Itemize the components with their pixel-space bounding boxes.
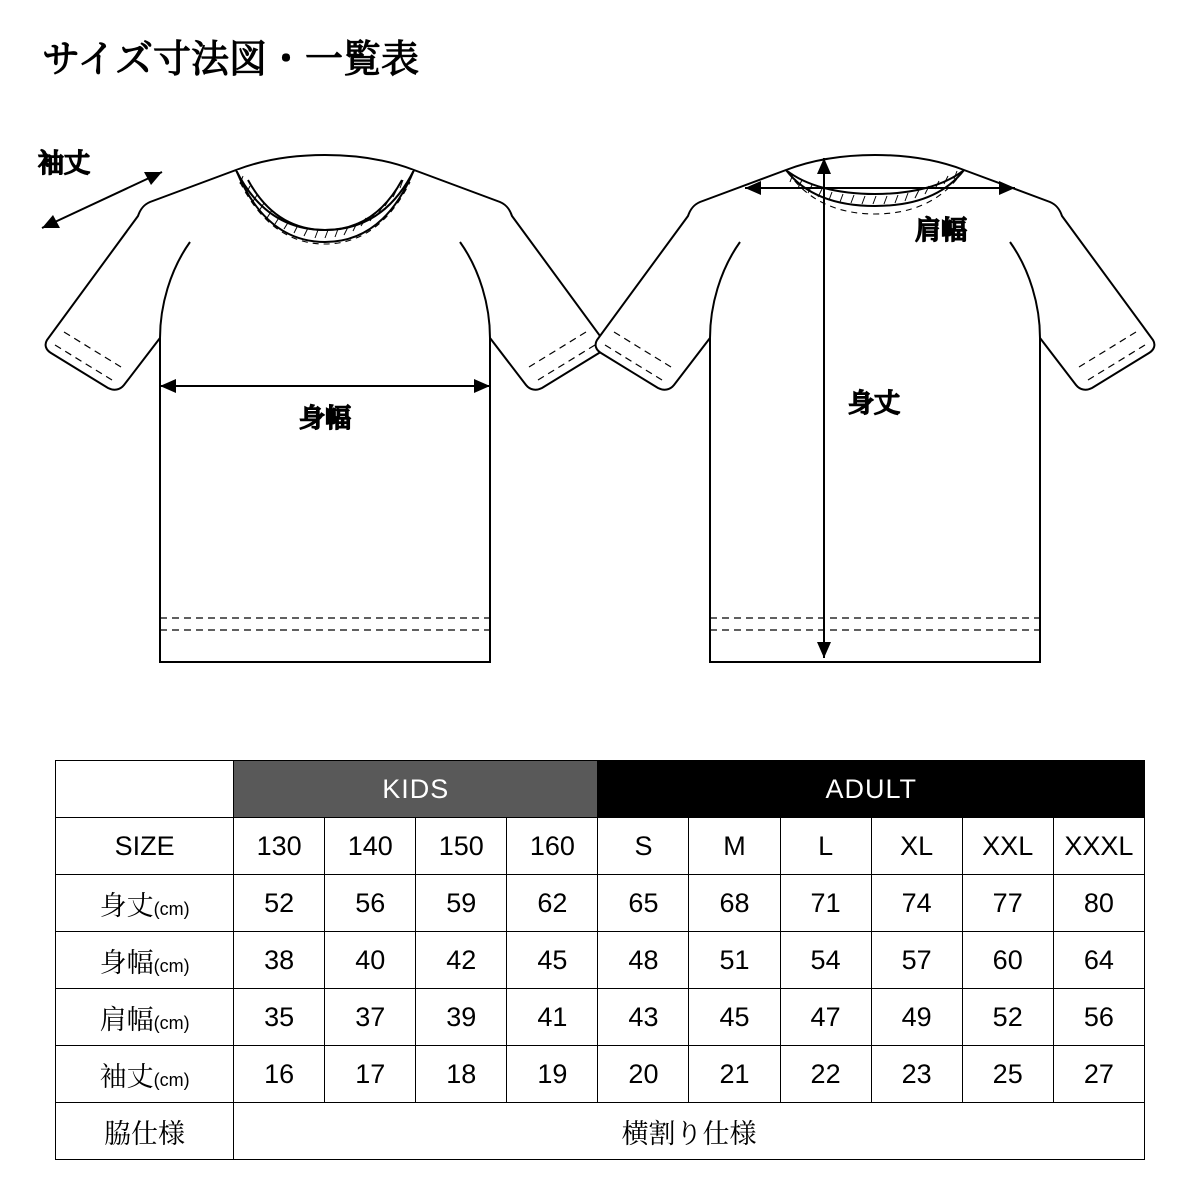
cell-shoulder-width-140: 37 (325, 989, 416, 1046)
cell-shoulder-width-160: 41 (507, 989, 598, 1046)
cell-chest-width-xl: 57 (871, 932, 962, 989)
cell-sleeve-length-140: 17 (325, 1046, 416, 1103)
table-row-chest-width (56, 932, 1145, 989)
cell-chest-width-s: 48 (598, 932, 689, 989)
cell-body-length-xxxl: 80 (1053, 875, 1144, 932)
cell-body-length-m: 68 (689, 875, 780, 932)
cell-chest-width-m: 51 (689, 932, 780, 989)
row-label-sleeve-length: 袖丈(cm) (56, 1046, 234, 1103)
cell-chest-width-xxxl: 64 (1053, 932, 1144, 989)
cell-body-length-160: 62 (507, 875, 598, 932)
cell-shoulder-width-m: 45 (689, 989, 780, 1046)
size-cell-xxxl: XXXL (1053, 818, 1144, 875)
cell-body-length-140: 56 (325, 875, 416, 932)
cell-sleeve-length-130: 16 (234, 1046, 325, 1103)
row-label-side-spec: 脇仕様 (56, 1103, 234, 1160)
table-size-row (56, 818, 1145, 875)
row-label-body-length: 身丈(cm) (56, 875, 234, 932)
chest-width-label: 身幅 (298, 403, 352, 433)
page-title: サイズ寸法図・一覧表 (42, 39, 419, 81)
size-cell-160: 160 (507, 818, 598, 875)
size-cell-s: S (598, 818, 689, 875)
cell-shoulder-width-s: 43 (598, 989, 689, 1046)
cell-body-length-150: 59 (416, 875, 507, 932)
cell-sleeve-length-150: 18 (416, 1046, 507, 1103)
cell-body-length-xxl: 77 (962, 875, 1053, 932)
cell-shoulder-width-xxxl: 56 (1053, 989, 1144, 1046)
size-cell-xxl: XXL (962, 818, 1053, 875)
cell-chest-width-xxl: 60 (962, 932, 1053, 989)
shoulder-width-label: 肩幅 (915, 215, 968, 245)
size-cell-xl: XL (871, 818, 962, 875)
cell-shoulder-width-l: 47 (780, 989, 871, 1046)
cell-sleeve-length-xxxl: 27 (1053, 1046, 1144, 1103)
cell-chest-width-l: 54 (780, 932, 871, 989)
table-row-sleeve-length (56, 1046, 1145, 1103)
cell-side-spec-value: 横割り仕様 (234, 1103, 1145, 1160)
cell-sleeve-length-160: 19 (507, 1046, 598, 1103)
cell-chest-width-150: 42 (416, 932, 507, 989)
cell-shoulder-width-130: 35 (234, 989, 325, 1046)
table-group-header-row (56, 761, 1145, 818)
cell-sleeve-length-l: 22 (780, 1046, 871, 1103)
cell-body-length-xl: 74 (871, 875, 962, 932)
t-shirt-front-illustration (38, 148, 604, 662)
row-label-chest-width: 身幅(cm) (56, 932, 234, 989)
body-length-label: 身丈 (848, 388, 901, 418)
cell-sleeve-length-s: 20 (598, 1046, 689, 1103)
row-label-shoulder-width: 肩幅(cm) (56, 989, 234, 1046)
table-row-side-spec (56, 1103, 1145, 1160)
size-table-container (55, 760, 1145, 1160)
size-table (55, 760, 1145, 1160)
table-row-shoulder-width (56, 989, 1145, 1046)
size-cell-130: 130 (234, 818, 325, 875)
size-cell-m: M (689, 818, 780, 875)
cell-body-length-l: 71 (780, 875, 871, 932)
group-header-adult: ADULT (598, 761, 1145, 818)
size-cell-140: 140 (325, 818, 416, 875)
cell-sleeve-length-xl: 23 (871, 1046, 962, 1103)
size-cell-l: L (780, 818, 871, 875)
size-cell-150: 150 (416, 818, 507, 875)
size-diagram (0, 110, 1200, 730)
table-corner-cell (56, 761, 234, 818)
cell-chest-width-160: 45 (507, 932, 598, 989)
cell-body-length-130: 52 (234, 875, 325, 932)
cell-shoulder-width-xxl: 52 (962, 989, 1053, 1046)
group-header-kids: KIDS (234, 761, 598, 818)
sleeve-length-label: 袖丈 (38, 148, 91, 178)
cell-sleeve-length-m: 21 (689, 1046, 780, 1103)
table-row-body-length (56, 875, 1145, 932)
cell-chest-width-130: 38 (234, 932, 325, 989)
cell-chest-width-140: 40 (325, 932, 416, 989)
cell-body-length-s: 65 (598, 875, 689, 932)
size-row-label: SIZE (56, 818, 234, 875)
cell-shoulder-width-150: 39 (416, 989, 507, 1046)
t-shirt-back-illustration (596, 155, 1155, 662)
cell-sleeve-length-xxl: 25 (962, 1046, 1053, 1103)
cell-shoulder-width-xl: 49 (871, 989, 962, 1046)
